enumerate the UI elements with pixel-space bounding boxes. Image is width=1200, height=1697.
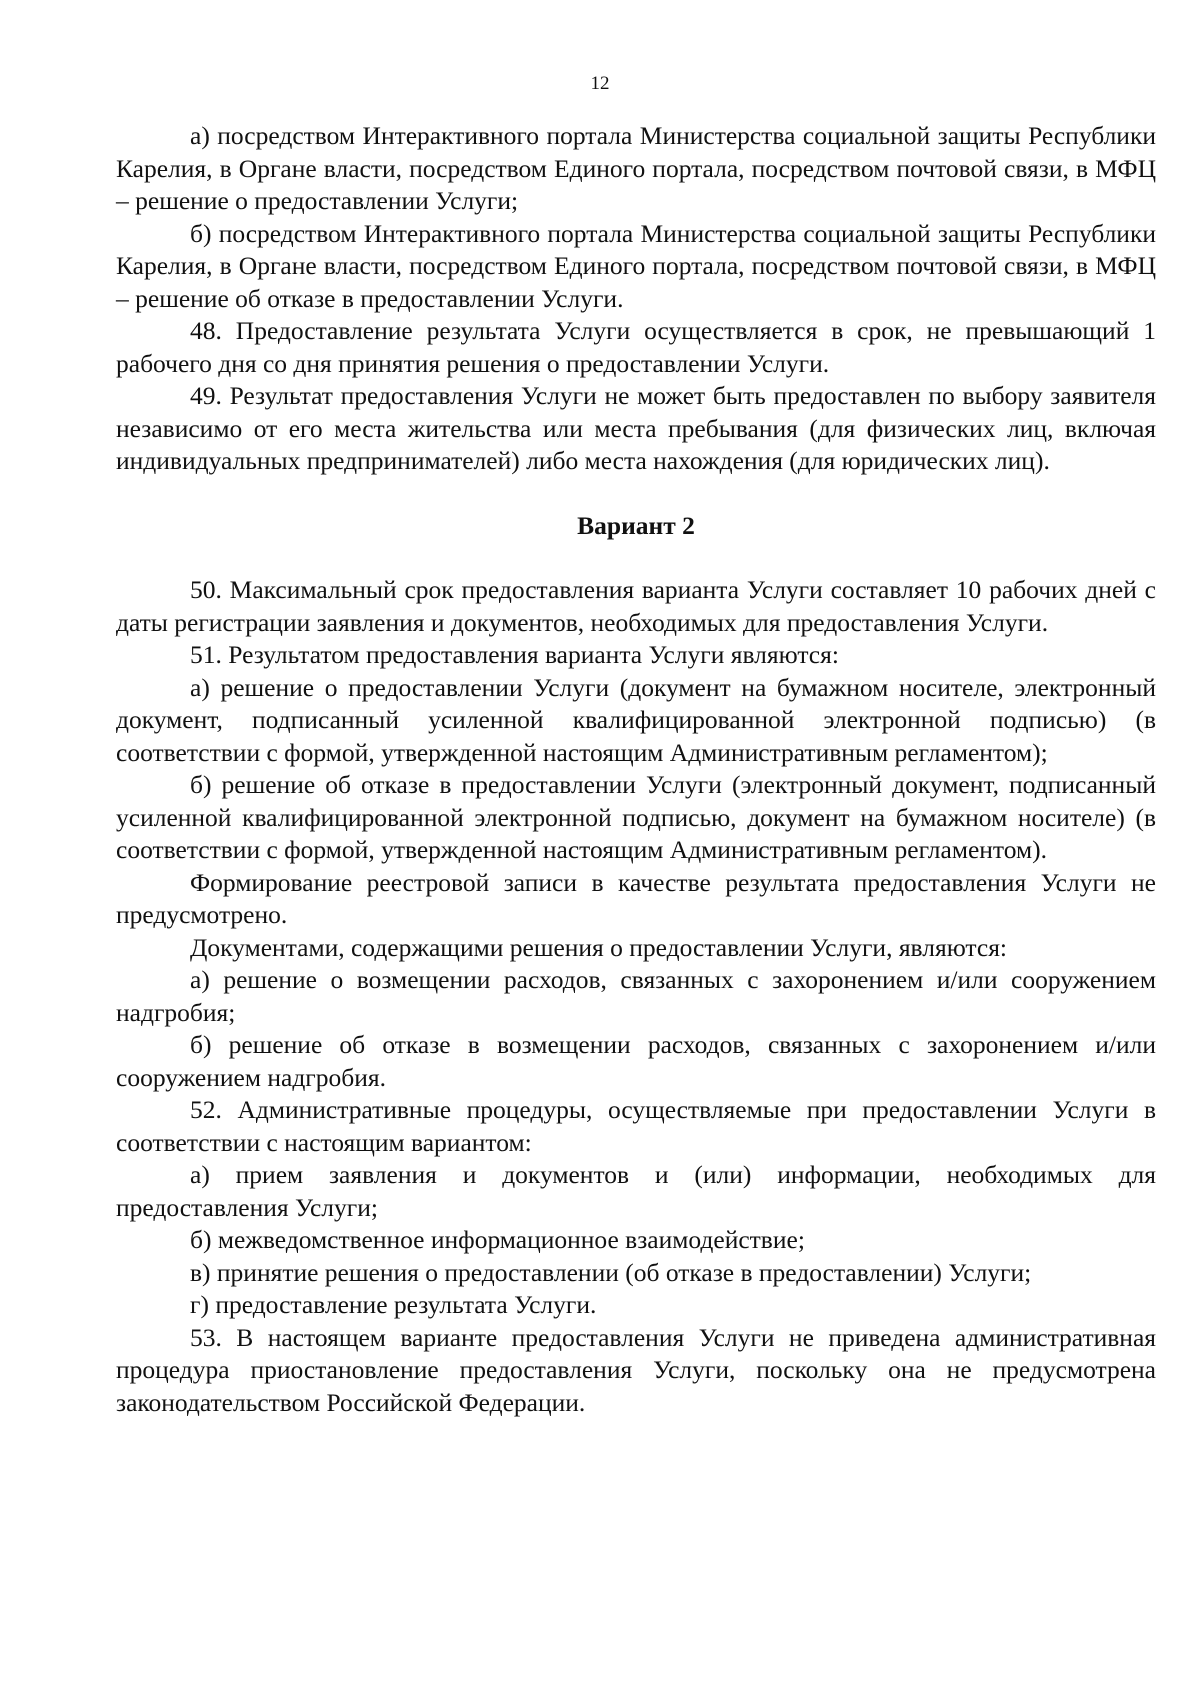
paragraph-52b: б) межведомственное информационное взаимодействие; (190, 1225, 805, 1254)
paragraph-52a: а) прием заявления и документов и (или) информации, необходимых для предоставления Услуги; (116, 1160, 1156, 1222)
paragraph-49: 49. Результат предоставления Услуги не может быть предоставлен по выбору заявителя независимо от его места жительства или места пребывания (для физических лиц, включая индивидуальных предпринимателей) либо места нахождения (для юридических лиц). (116, 381, 1156, 475)
paragraph-53: 53. В настоящем варианте предоставления Услуги не приведена административная процедура приостановление предоставления Услуги, поскольку она не предусмотрена законодательством Российской Федерации. (116, 1322, 1156, 1417)
paragraph-decision-documents-b: б) решение об отказе в возмещении расходов, связанных с захоронением и/или сооружением надгробия. (116, 1030, 1156, 1092)
paragraph-51b: б) решение об отказе в предоставлении Услуги (электронный документ, подписанный усиленной квалифицированной электронной подписью, документ на бумажном носителе) (в соответствии с формой, утвержденной настоящим Административным регламентом). (116, 770, 1156, 864)
paragraph-decision-refusal-channels: б) посредством Интерактивного портала Министерства социальной защиты Республики Карелия, в Органе власти, посредством Единого портала, посредством почтовой связи, в МФЦ – решение об отказе в предоставлении Услуги. (116, 218, 1156, 313)
paragraph-decision-documents: Документами, содержащими решения о предоставлении Услуги, являются: (190, 932, 1008, 962)
document-body (116, 120, 1156, 1419)
paragraph-51: 51. Результатом предоставления варианта Услуги являются: (190, 640, 839, 669)
paragraph-52d: г) предоставление результата Услуги. (190, 1290, 597, 1319)
section-body (116, 574, 1156, 1419)
paragraph-50: 50. Максимальный срок предоставления варианта Услуги составляет 10 рабочих дней с даты регистрации заявления и документов, необходимых для предоставления Услуги. (116, 575, 1156, 637)
page-number: 12 (590, 73, 610, 94)
paragraph-registry-record: Формирование реестровой записи в качестве результата предоставления Услуги не предусмотрено. (116, 867, 1156, 929)
paragraph-52c: в) принятие решения о предоставлении (об отказе в предоставлении) Услуги; (190, 1257, 1032, 1287)
paragraph-51a: а) решение о предоставлении Услуги (документ на бумажном носителе, электронный документ, подписанный усиленной квалифицированной электронной подписью) (в соответствии с формой, утвержденной настоящим Административным регламентом); (116, 672, 1156, 767)
paragraph-decision-grant-channels: а) посредством Интерактивного портала Министерства социальной защиты Республики Карелия, в Органе власти, посредством Единого портала, посредством почтовой связи, в МФЦ – решение о предоставлении Услуги; (116, 121, 1156, 215)
section-heading: Вариант 2 (577, 510, 695, 540)
paragraph-52: 52. Административные процедуры, осуществляемые при предоставлении Услуги в соответствии с настоящим вариантом: (116, 1095, 1156, 1157)
paragraph-48: 48. Предоставление результата Услуги осуществляется в срок, не превышающий 1 рабочего дня со дня принятия решения о предоставлении Услуги. (116, 316, 1156, 378)
paragraph-decision-documents-a: а) решение о возмещении расходов, связанных с захоронением и/или сооружением надгробия; (116, 965, 1156, 1027)
